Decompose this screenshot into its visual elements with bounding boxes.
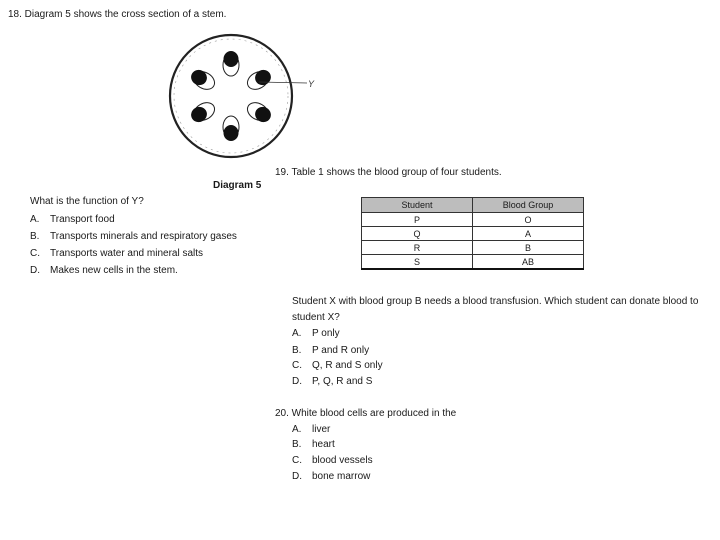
option-text: Makes new cells in the stem. — [50, 265, 178, 276]
option-letter: D. — [30, 265, 40, 276]
cell-student: S — [362, 255, 473, 270]
q18-stem: 18. Diagram 5 shows the cross section of a stem. — [8, 9, 227, 20]
vascular-bundle — [244, 99, 274, 125]
vascular-bundle — [188, 99, 218, 125]
vascular-bundle — [223, 116, 239, 141]
q19-option-d[interactable] — [292, 376, 372, 387]
vascular-bundles — [188, 51, 274, 141]
option-text: P, Q, R and S — [312, 376, 373, 387]
cell-blood-group: B — [473, 241, 584, 255]
header-student: Student — [362, 198, 473, 213]
table-row — [362, 255, 584, 270]
label-y: Y — [308, 79, 315, 89]
q19-option-b[interactable] — [292, 345, 369, 356]
vascular-bundle — [223, 51, 239, 76]
q19-option-a[interactable] — [292, 328, 340, 339]
blood-group-table — [361, 197, 584, 270]
q18-question: What is the function of Y? — [30, 196, 144, 207]
q20-option-d[interactable] — [292, 471, 370, 482]
q18-option-d[interactable] — [30, 265, 178, 276]
option-text: blood vessels — [312, 455, 373, 466]
q18-option-c[interactable] — [30, 248, 203, 259]
option-text: Transport food — [50, 214, 115, 225]
option-letter: B. — [292, 439, 302, 450]
diagram-caption: Diagram 5 — [213, 180, 262, 191]
cell-student: Q — [362, 227, 473, 241]
cell-blood-group: AB — [473, 255, 584, 270]
xylem-region — [224, 125, 239, 141]
q19-question-line1: Student X with blood group B needs a blood transfusion. Which student can donate blood to — [292, 296, 699, 307]
option-letter: C. — [292, 360, 302, 371]
option-text: bone marrow — [312, 471, 371, 482]
option-letter: A. — [30, 214, 40, 225]
cell-student: R — [362, 241, 473, 255]
option-letter: A. — [292, 328, 302, 339]
option-text: Transports water and mineral salts — [50, 248, 204, 259]
table-row — [362, 213, 584, 227]
option-letter: B. — [30, 231, 40, 242]
q19-question-line2: student X? — [292, 312, 340, 323]
cell-blood-group: O — [473, 213, 584, 227]
xylem-region — [224, 51, 239, 67]
table-row — [362, 227, 584, 241]
vascular-bundle — [188, 67, 218, 93]
q19-stem: 19. Table 1 shows the blood group of four students. — [275, 167, 502, 178]
q20-option-c[interactable] — [292, 455, 373, 466]
option-text: Transports minerals and respiratory gases — [50, 231, 237, 242]
option-text: heart — [312, 439, 335, 450]
option-letter: D. — [292, 471, 302, 482]
q20-stem: 20. White blood cells are produced in the — [275, 408, 457, 419]
table-row — [362, 241, 584, 255]
q18-option-a[interactable] — [30, 214, 115, 225]
cell-student: P — [362, 213, 473, 227]
option-text: P only — [312, 328, 340, 339]
option-letter: D. — [292, 376, 302, 387]
q19-option-c[interactable] — [292, 360, 383, 371]
vascular-bundle — [244, 67, 274, 93]
q20-option-a[interactable] — [292, 424, 330, 435]
q18-option-b[interactable] — [30, 231, 237, 242]
option-text: Q, R and S only — [312, 360, 383, 371]
option-text: liver — [312, 424, 331, 435]
cell-blood-group: A — [473, 227, 584, 241]
stem-cross-section-diagram — [165, 32, 325, 162]
option-letter: A. — [292, 424, 302, 435]
option-text: P and R only — [312, 345, 370, 356]
table-header-row — [362, 198, 584, 213]
option-letter: C. — [30, 248, 40, 259]
option-letter: B. — [292, 345, 302, 356]
option-letter: C. — [292, 455, 302, 466]
q20-option-b[interactable] — [292, 439, 335, 450]
header-blood-group: Blood Group — [473, 198, 584, 213]
